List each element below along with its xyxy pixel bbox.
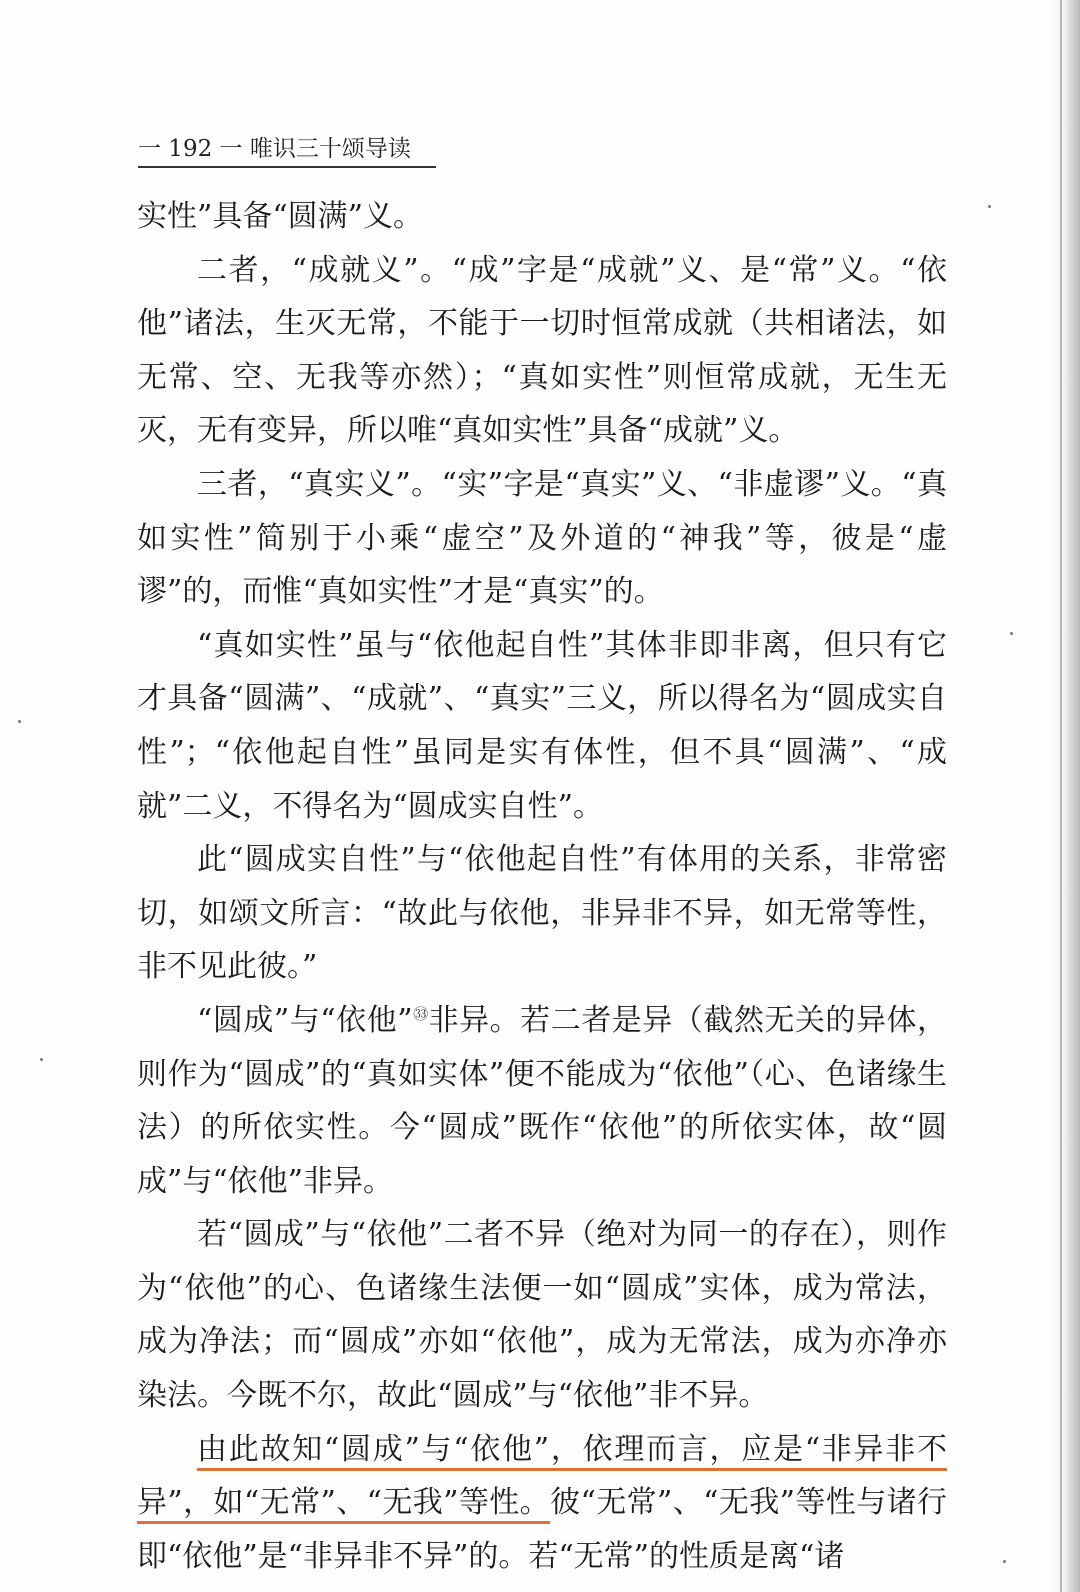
scan-speck <box>40 1058 43 1061</box>
page-edge-shadow <box>1046 0 1080 1592</box>
footnote-marker: ㉝ <box>412 1004 429 1023</box>
paragraph-essence-function: 此“圆成实自性”与“依他起自性”有体用的关系，非常密切，如颂文所言：“故此与依他，非异非不异，如无常等性，非不见此彼。” <box>137 842 947 985</box>
paragraph-not-different-lead: “圆成”与“依他” <box>197 1002 413 1038</box>
page-edge-line <box>1060 0 1062 1592</box>
scan-speck <box>1010 632 1013 635</box>
paragraph-three-meanings: “真如实性”虽与“依他起自性”其体非即非离，但只有它才具备“圆满”、“成就”、“真实”三义，所以得名为“圆成实自性”；“依他起自性”虽同是实有体性，但不具“圆满”、“成就”二义，不得名为“圆成实自性”。 <box>137 627 947 824</box>
underlined-passage: 由此故知“圆成”与“依他”，依理而言，应是“非异非不异”，如“无常”、“无我”等性。 <box>137 1432 947 1525</box>
scan-speck <box>18 720 21 723</box>
paragraph-not-identical: 若“圆成”与“依他”二者不异（绝对为同一的存在），则作为“依他”的心、色诸缘生法便一如“圆成”实体，成为常法，成为净法；而“圆成”亦如“依他”，成为无常法，成为亦净亦染法。今既不尔，故此“圆成”与“依他”非不异。 <box>137 1217 947 1414</box>
scan-speck <box>1003 1560 1006 1563</box>
scan-speck <box>988 205 991 208</box>
paragraph-conclusion <box>137 1423 947 1584</box>
running-head: 一 192 一 唯识三十颂导读 <box>138 132 436 168</box>
paragraph-conclusion-rest: 彼“无常”、“无我”等性与诸行即“依他”是“非异非不异”的。若“无常”的性质是离“诸 <box>137 1485 947 1574</box>
paragraph-reality: 三者，“真实义”。“实”字是“真实”义、“非虚谬”义。“真如实性”简别于小乘“虚空”及外道的“神我”等，彼是“虚谬”的，而惟“真如实性”才是“真实”的。 <box>137 466 947 610</box>
body-text <box>137 190 947 1583</box>
paragraph-not-different <box>137 994 947 1208</box>
paragraph-continuation: 实性”具备“圆满”义。 <box>137 199 424 234</box>
paragraph-not-different-body: 非异。若二者是异（截然无关的异体，则作为“圆成”的“真如实体”便不能成为“依他”（心、色诸缘生法）的所依实性。今“圆成”既作“依他”的所依实体，故“圆成”与“依他”非异。 <box>137 1002 947 1199</box>
paragraph-accomplishment: 二者，“成就义”。“成”字是“成就”义、是“常”义。“依他”诸法，生灭无常，不能于一切时恒常成就（共相诸法，如无常、空、无我等亦然）；“真如实性”则恒常成就，无生无灭，无有变异，所以唯“真如实性”具备“成就”义。 <box>137 252 947 449</box>
